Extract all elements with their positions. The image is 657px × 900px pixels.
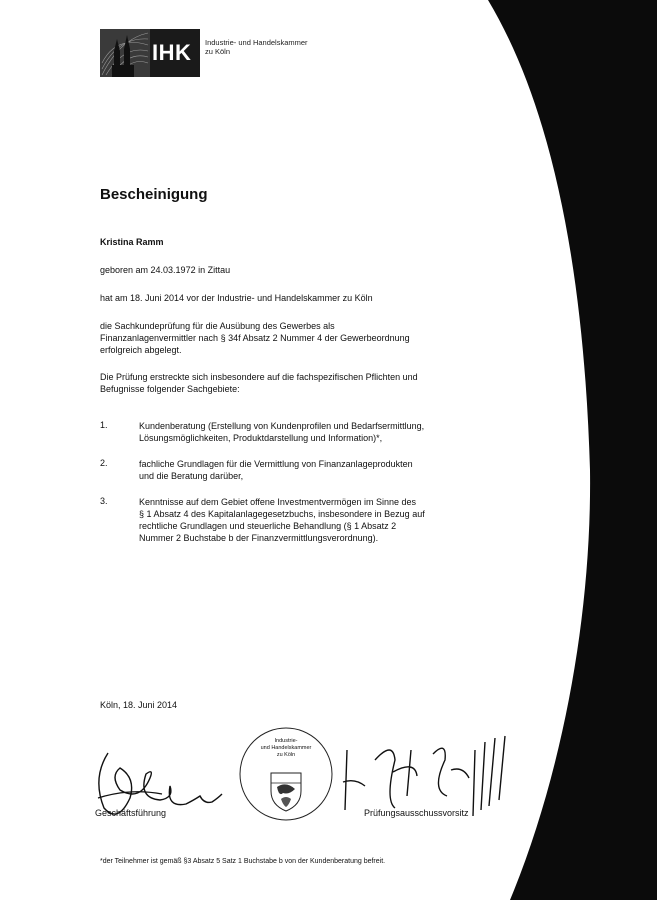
item-number: 3. (100, 496, 108, 506)
signature-label-chair: Prüfungsausschussvorsitz (364, 808, 469, 818)
list-item: Kundenberatung (Erstellung von Kundenprofilen und Bedarfsermittlung, Lösungsmöglichkeiten, Produktdarstellung und Information)*, (139, 421, 425, 443)
org-name: Industrie- und Handelskammer zu Köln (205, 38, 308, 56)
logo-text: IHK (152, 40, 192, 65)
signature-label-management: Geschäftsführung (95, 808, 167, 818)
item-number: 2. (100, 458, 108, 468)
exam-date-line: hat am 18. Juni 2014 vor der Industrie- und Handelskammer zu Köln (100, 293, 373, 303)
recipient-name: Kristina Ramm (100, 237, 164, 247)
exam-paragraph: die Sachkundeprüfung für die Ausübung des Gewerbes als Finanzanlagenvermittler nach § 34f Absatz 2 Nummer 4 der Gewerbeordnung erfolgreich abgelegt. (100, 321, 410, 355)
footnote: *der Teilnehmer ist gemäß §3 Absatz 5 Satz 1 Buchstabe b von der Kundenberatung befreit. (100, 858, 386, 865)
document-title: Bescheinigung (100, 186, 208, 203)
scope-paragraph: Die Prüfung erstreckte sich insbesondere auf die fachspezifischen Pflichten und Befugnisse folgender Sachgebiete: (100, 372, 418, 394)
ihk-logo (100, 29, 200, 77)
list-item: fachliche Grundlagen für die Vermittlung von Finanzanlageprodukten und die Beratung darüber, (139, 459, 413, 481)
list-item: Kenntnisse auf dem Gebiet offene Investmentvermögen im Sinne des § 1 Absatz 4 des Kapitalanlagegesetzbuchs, insbesondere in Bezug auf rechtliche Grundlagen und steuerliche Behandlung (§ 1 Absatz 2 Nummer 2 Buchstabe b der Finanzvermittlungsverordnung). (139, 497, 425, 543)
official-seal: Industrie- und Handelskammer zu Köln (237, 725, 335, 823)
place-date: Köln, 18. Juni 2014 (100, 700, 178, 710)
birth-line: geboren am 24.03.1972 in Zittau (100, 265, 231, 275)
item-number: 1. (100, 420, 108, 430)
